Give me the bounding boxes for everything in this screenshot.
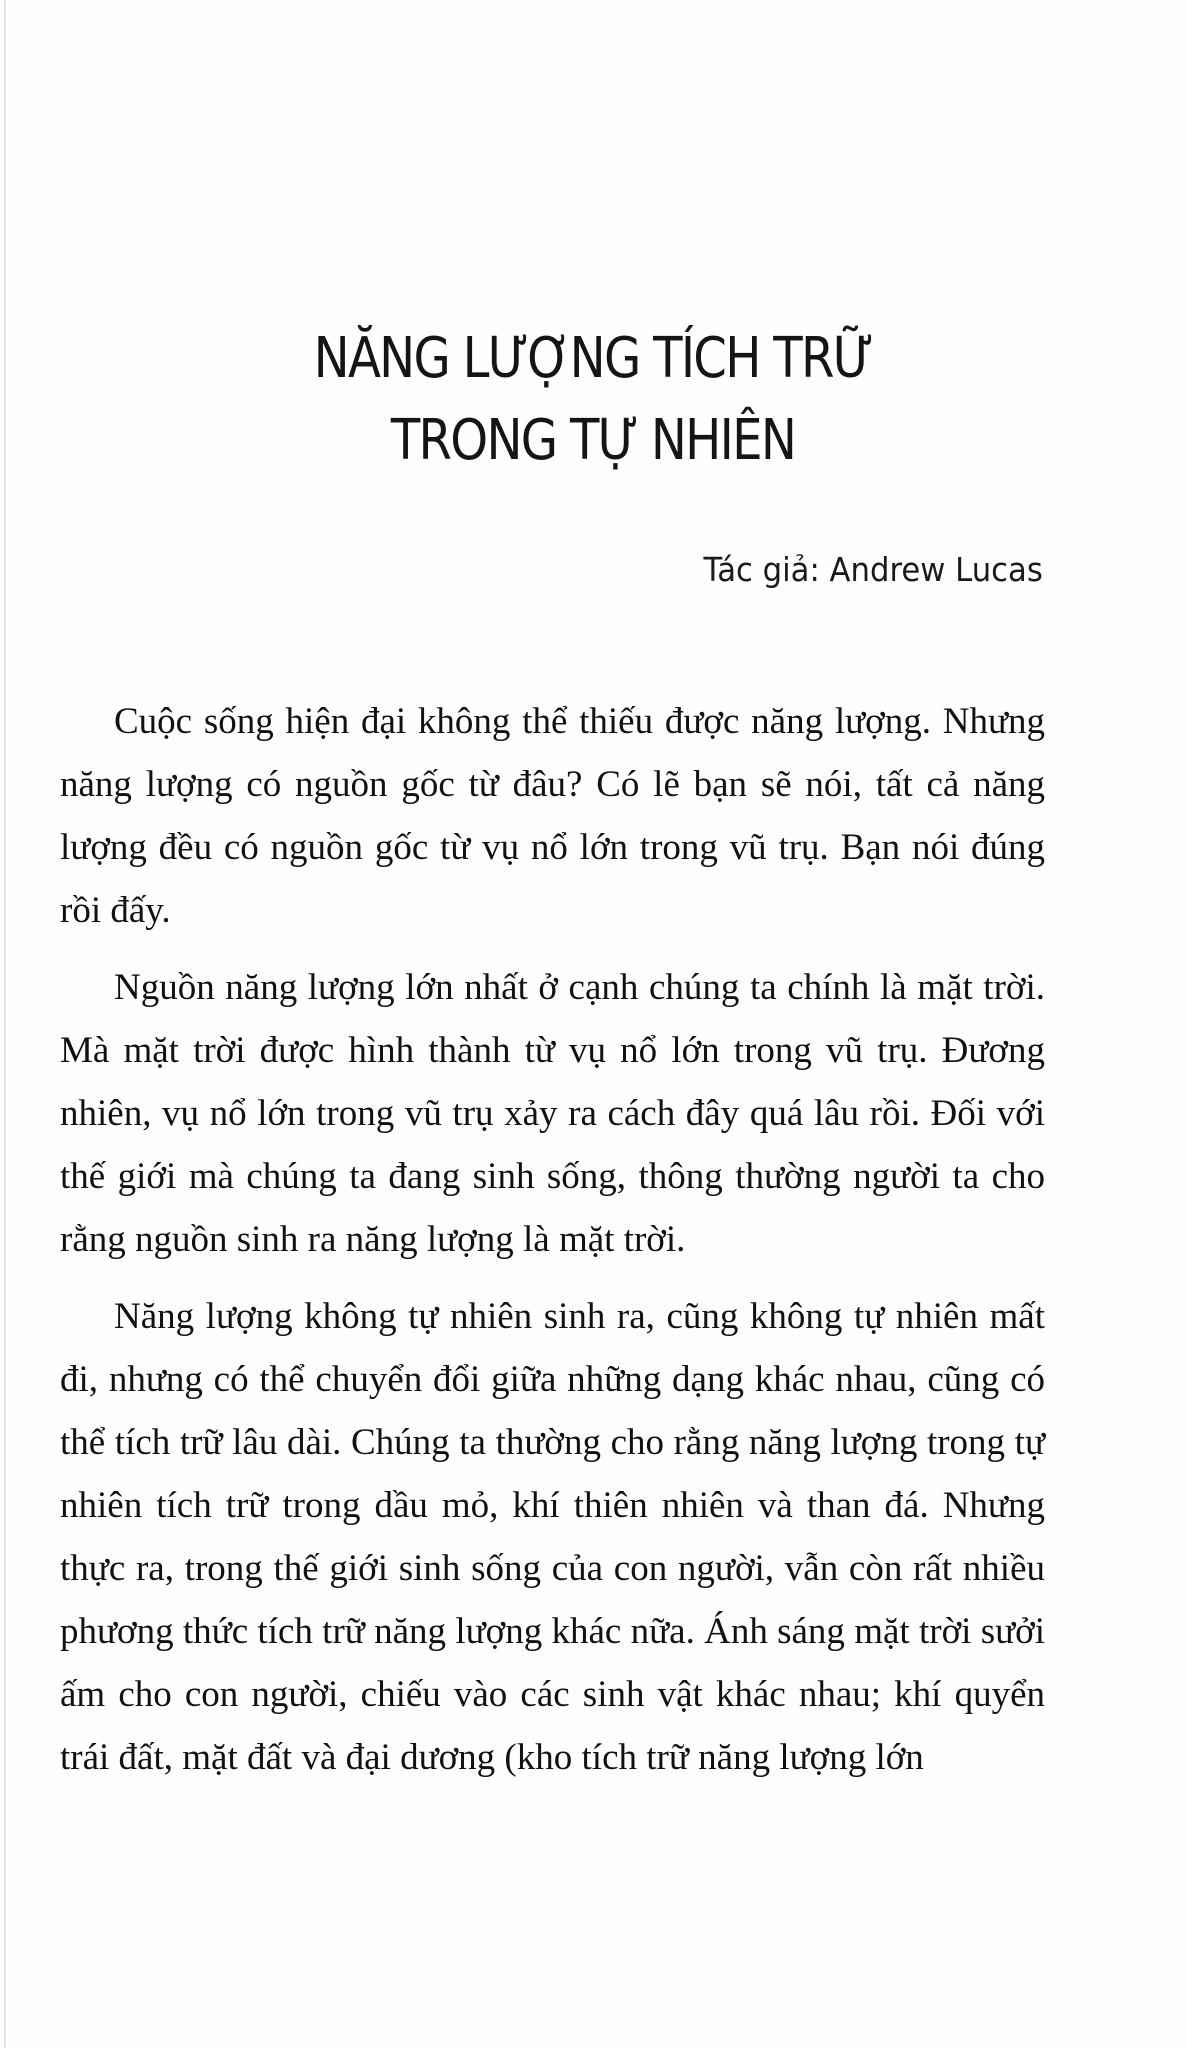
author-credit: Tác giả: Andrew Lucas (703, 550, 1043, 589)
chapter-title-line-2: TRONG TỰ NHIÊN (390, 408, 796, 473)
paragraph-1: Cuộc sống hiện đại không thể thiếu được năng lượng. Nhưng năng lượng có nguồn gốc từ đâu? Có lẽ bạn sẽ nói, tất cả năng lượng đều có nguồn gốc từ vụ nổ lớn trong vũ trụ. Bạn nói đúng rồi đấy. (60, 701, 1045, 931)
body-text (60, 690, 1045, 1803)
chapter-title-line-1: NĂNG LƯỢNG TÍCH TRỮ (313, 326, 873, 391)
paragraph-2: Nguồn năng lượng lớn nhất ở cạnh chúng ta chính là mặt trời. Mà mặt trời được hình thành từ vụ nổ lớn trong vũ trụ. Đương nhiên, vụ nổ lớn trong vũ trụ xảy ra cách đây quá lâu rồi. Đối với thế giới mà chúng ta đang sinh sống, thông thường người ta cho rằng nguồn sinh ra năng lượng là mặt trời. (60, 967, 1045, 1260)
chapter-title (83, 318, 1103, 482)
paragraph-3: Năng lượng không tự nhiên sinh ra, cũng không tự nhiên mất đi, nhưng có thể chuyển đổi giữa những dạng khác nhau, cũng có thể tích trữ lâu dài. Chúng ta thường cho rằng năng lượng trong tự nhiên tích trữ trong dầu mỏ, khí thiên nhiên và than đá. Nhưng thực ra, trong thế giới sinh sống của con người, vẫn còn rất nhiều phương thức tích trữ năng lượng khác nữa. Ánh sáng mặt trời sưởi ấm cho con người, chiếu vào các sinh vật khác nhau; khí quyển trái đất, mặt đất và đại dương (kho tích trữ năng lượng lớn (60, 1296, 1045, 1778)
page-edge-line (4, 0, 6, 2048)
